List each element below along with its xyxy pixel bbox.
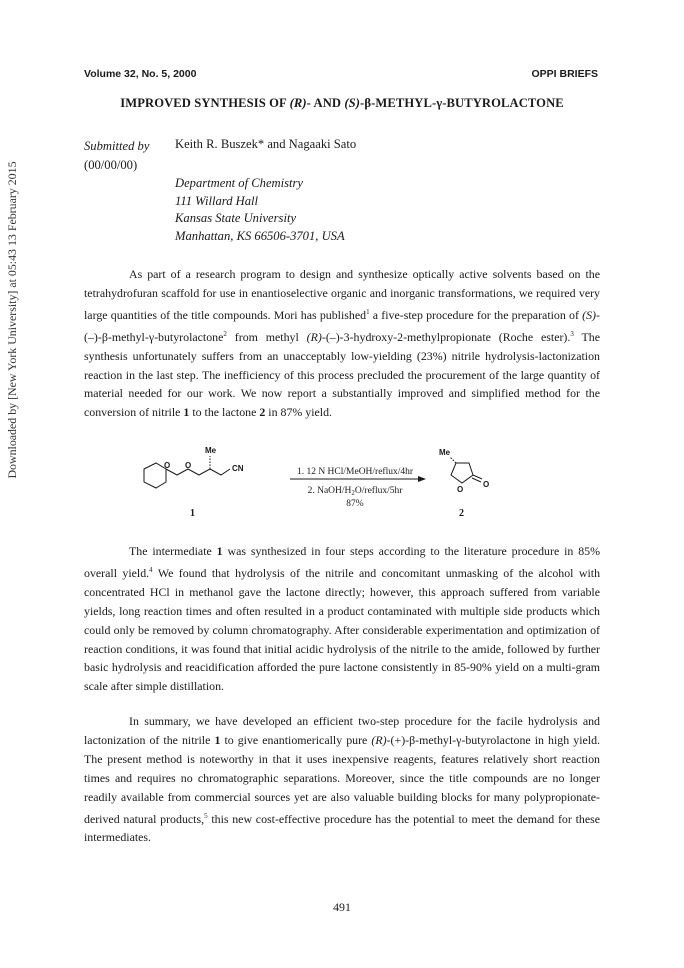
reference-marker: 4 [149, 565, 153, 574]
methyl-label: Me [205, 446, 217, 455]
oxygen-label: O [164, 461, 171, 470]
oxygen-label: O [457, 485, 464, 494]
side-chain [166, 469, 230, 475]
author-address [175, 175, 345, 245]
page-number: 491 [333, 900, 351, 914]
lactone-ring [451, 463, 473, 483]
address-line: 111 Willard Hall [175, 193, 259, 208]
nitrile-label: CN [232, 464, 244, 473]
reference-marker: 1 [366, 307, 370, 316]
step-2-conditions: 2. NaOH/$H_2O/reflux/5hr$ [307, 486, 403, 497]
submission-block [84, 137, 149, 175]
thp-ring [144, 463, 166, 488]
reaction-scheme [130, 442, 560, 522]
paragraph-results: The intermediate 1 was synthesized in four steps according to the literature procedure in 85% overall yield.$^4$ We found that hydrolysis of the nitrile and concomitant unmasking of the alcohol with concentrated HCl in methanol gave the lactone directly; however, this approach suffered from variable yields, long reaction times and often resulted in a product contaminated with multiple side products which could only be removed by column chromatography. After considerable experimentation and optimization of reaction conditions, it was found that initial acidic hydrolysis of the nitrile to the amide, followed by further basic hydrolysis and reacidification afforded the pure lactone consistently in 85-90% yield on a multi-gram scale after simple distillation. [84, 544, 601, 694]
reaction-yield: 87% [346, 499, 364, 509]
compound-number: 2 [459, 508, 464, 519]
step-1-conditions: 1. 12 N HCl/MeOH/reflux/4hr [296, 467, 414, 477]
address-line: Manhattan, KS 66506-3701, USA [175, 228, 345, 243]
volume-info: Volume 32, No. 5, 2000 [84, 68, 197, 80]
section-name: OPPI BRIEFS [531, 68, 598, 80]
download-notice: Downloaded by [New York University] at 05:43 13 February 2015 [5, 161, 19, 479]
paragraph-summary: In summary, we have developed an efficient two-step procedure for the facile hydrolysis and lactonization of the nitrile 1 to give enantiomerically pure (R)-(+)-β-methyl-γ-butyrolactone in high yield. The present method is noteworthy in that it uses inexpensive reagents, features relatively short reaction times and requires no chromatographic separations. Moreover, since the title compounds are no longer readily available from commercial sources yet are also valuable building blocks for many polypropionate-derived natural products,$^5$ this new cost-effective procedure has the potential to meet the demand for these intermediates. [84, 714, 600, 845]
reference-marker: 3 [570, 329, 574, 338]
reference-marker: 5 [204, 811, 208, 820]
reference-marker: 2 [223, 329, 227, 338]
methyl-label: Me [439, 448, 451, 457]
authors: Keith R. Buszek* and Nagaaki Sato [175, 137, 357, 151]
oxygen-label: O [185, 461, 192, 470]
arrow-head [418, 476, 426, 482]
compound-number: 1 [190, 508, 195, 519]
address-line: Department of Chemistry [175, 176, 304, 190]
submission-date: (00/00/00) [84, 158, 138, 172]
paragraph-intro: As part of a research program to design and synthesize optically active solvents based on the tetrahydrofuran scaffold for use in enantioselective organic and inorganic transformations, we required very large quantities of the title compounds. Mori has published$^1$ a five-step procedure for the preparation of (S)-(–)-β-methyl-γ-butyrolactone$^2$ from methyl (R)-(–)-3-hydroxy-2-methylpropionate (Roche ester).$^3$ The synthesis unfortunately suffers from an unacceptably low-yielding (23%) nitrile hydrolysis-lactonization reaction in the last step. The inefficiency of this process precluded the procurement of the large quantity of material needed for our work. We now report a substantially improved and simplified method for the conversion of nitrile 1 to the lactone 2 in 87% yield. [84, 267, 601, 420]
address-line: Kansas State University [175, 211, 297, 225]
article-title: IMPROVED SYNTHESIS OF (R)- AND (S)-β-METHYL-γ-BUTYROLACTONE [120, 96, 564, 110]
submitted-by-label: Submitted by [84, 139, 150, 153]
carbonyl-oxygen-label: O [483, 480, 490, 489]
